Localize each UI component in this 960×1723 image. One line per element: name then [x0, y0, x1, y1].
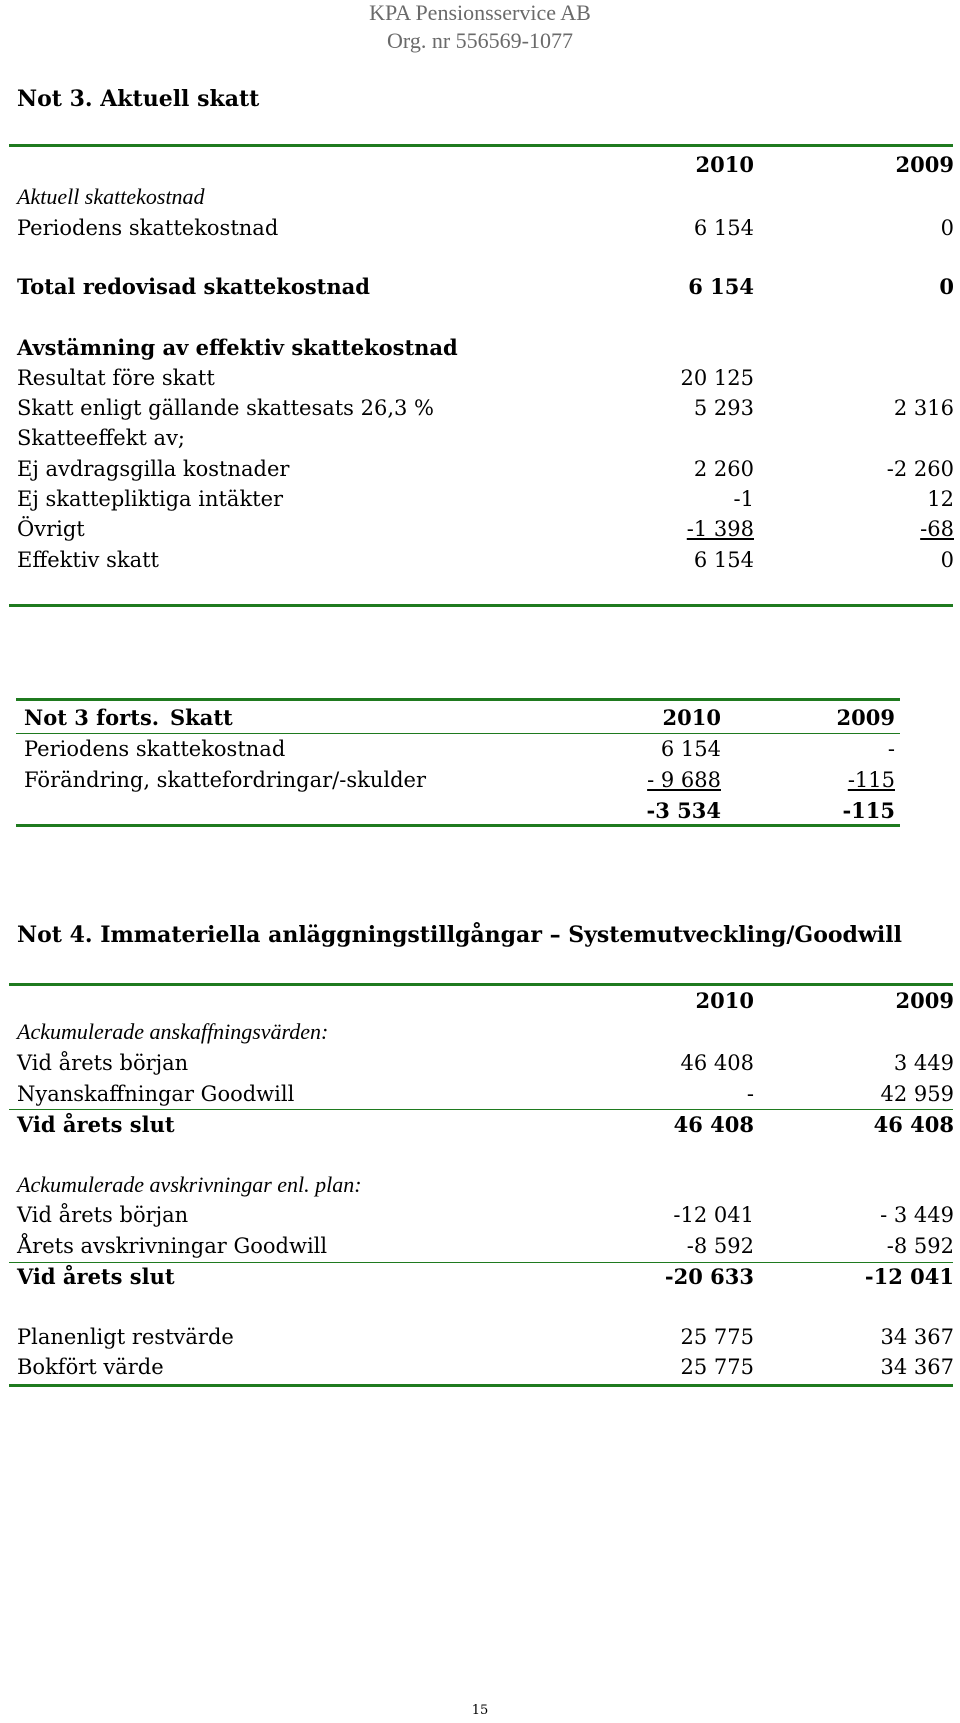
note3-row: [17, 393, 954, 423]
note3-bottom-rule: [9, 604, 953, 607]
row-value-previous: 46 408: [873, 1112, 954, 1137]
note3forts-top-rule: [16, 698, 900, 701]
row-value-current: 25 775: [680, 1355, 754, 1379]
row-value-current: 6 154: [660, 737, 721, 761]
note4-subtotal-rule-2: [9, 1262, 953, 1263]
note3forts-title: Not 3 forts.: [24, 705, 160, 730]
note3forts-row: [24, 796, 894, 826]
row-label: Planenligt restvärde: [17, 1325, 234, 1349]
page-number: 15: [471, 1703, 489, 1718]
row-label: Bokfört värde: [17, 1355, 164, 1379]
row-label: Ackumulerade avskrivningar enl. plan:: [17, 1172, 362, 1197]
note4-row: [17, 1200, 954, 1230]
note3-row: [17, 423, 947, 453]
row-value-previous: 3 449: [893, 1051, 954, 1075]
row-value-current: 25 775: [680, 1325, 754, 1349]
row-label: Nyanskaffningar Goodwill: [17, 1082, 295, 1106]
row-value-previous: 12: [927, 487, 954, 511]
row-value-previous: 0: [939, 274, 954, 299]
note3-top-rule: [9, 144, 953, 147]
row-value-previous: 42 959: [880, 1082, 954, 1106]
row-value-current: 6 154: [693, 548, 754, 572]
note4-row: [17, 1017, 947, 1047]
row-label: Vid årets början: [17, 1203, 189, 1227]
note3-row: [17, 363, 947, 393]
note3-row: [17, 182, 947, 212]
row-value-previous: -8 592: [886, 1234, 954, 1258]
note4-row: [17, 1352, 954, 1382]
note3-row: [17, 333, 947, 363]
row-value-previous: 2 316: [893, 396, 954, 420]
company-name: KPA Pensionsservice AB: [369, 0, 591, 25]
note3-col2: 2009: [895, 152, 954, 177]
row-value-current: 46 408: [680, 1051, 754, 1075]
org-number: Org. nr 556569-1077: [387, 28, 573, 53]
note4-row: [17, 1231, 954, 1261]
row-value-current: 20 125: [680, 366, 754, 390]
row-label: Aktuell skattekostnad: [17, 184, 205, 209]
note3forts-bottom-rule: [16, 824, 900, 827]
row-value-previous: 0: [940, 216, 954, 240]
note4-bottom-rule: [9, 1384, 953, 1387]
row-label: Vid årets slut: [17, 1264, 175, 1289]
row-value-current: -: [746, 1082, 754, 1106]
note3-col1: 2010: [695, 152, 754, 177]
row-value-current: 5 293: [693, 396, 754, 420]
row-value-previous: - 3 449: [880, 1203, 954, 1227]
row-value-current: - 9 688: [647, 768, 721, 792]
row-label: Ej avdragsgilla kostnader: [17, 457, 290, 481]
note3-row: [17, 484, 954, 514]
row-value-previous: -68: [920, 517, 954, 541]
row-value-previous: -12 041: [864, 1264, 954, 1289]
note4-row: [17, 1170, 947, 1200]
row-value-previous: 34 367: [880, 1325, 954, 1349]
note3forts-row: [24, 734, 894, 764]
note4-row: [17, 1079, 954, 1109]
note4-title: Not 4. Immateriella anläggningstillgångar – Systemutveckling/Goodwill: [17, 922, 902, 948]
note4-subtotal-rule-1: [9, 1109, 953, 1110]
note4-row: [17, 1262, 954, 1292]
row-value-current: -3 534: [646, 798, 721, 823]
row-label: Skatt enligt gällande skattesats 26,3 %: [17, 396, 435, 420]
row-label: Periodens skattekostnad: [24, 737, 286, 761]
row-label: Skatteeffekt av;: [17, 426, 186, 450]
row-label: Periodens skattekostnad: [17, 216, 279, 240]
row-label: Avstämning av effektiv skattekostnad: [17, 335, 458, 360]
note3forts-col1: 2010: [662, 705, 721, 730]
note3-col-header: [17, 150, 954, 180]
note3forts-header: [24, 703, 894, 733]
row-label: Ackumulerade anskaffningsvärden:: [17, 1019, 329, 1044]
note3-row: [17, 213, 954, 243]
row-label: Ej skattepliktiga intäkter: [17, 487, 284, 511]
row-label: Övrigt: [17, 517, 85, 541]
row-value-current: 6 154: [693, 216, 754, 240]
row-value-current: 2 260: [693, 457, 754, 481]
row-value-previous: 0: [940, 548, 954, 572]
row-value-previous: -115: [847, 768, 895, 792]
row-value-current: -1: [733, 487, 754, 511]
row-value-previous: 34 367: [880, 1355, 954, 1379]
row-value-current: -12 041: [673, 1203, 754, 1227]
note4-col-header: [17, 986, 954, 1016]
row-value-current: -20 633: [664, 1264, 754, 1289]
row-label: Vid årets början: [17, 1051, 189, 1075]
note4-col2: 2009: [895, 988, 954, 1013]
note3forts-col2: 2009: [836, 705, 895, 730]
row-value-current: -1 398: [686, 517, 754, 541]
row-label: Förändring, skattefordringar/-skulder: [24, 768, 426, 792]
row-value-previous: -: [887, 737, 895, 761]
note4-col1: 2010: [695, 988, 754, 1013]
row-label: Total redovisad skattekostnad: [17, 274, 370, 299]
note3-row: [17, 454, 954, 484]
note3-row: [17, 272, 954, 302]
row-label: Effektiv skatt: [17, 548, 159, 572]
row-value-current: 6 154: [688, 274, 754, 299]
note3-title: Not 3. Aktuell skatt: [17, 86, 260, 112]
note3forts-row: [24, 765, 894, 795]
note3forts-subtitle: Skatt: [170, 705, 233, 730]
note4-row: [17, 1322, 954, 1352]
row-label: Årets avskrivningar Goodwill: [17, 1234, 328, 1258]
row-label: Resultat före skatt: [17, 366, 215, 390]
note3-row: [17, 514, 954, 544]
row-label: Vid årets slut: [17, 1112, 175, 1137]
row-value-previous: -2 260: [886, 457, 954, 481]
row-value-current: 46 408: [673, 1112, 754, 1137]
note4-row: [17, 1048, 954, 1078]
note4-row: [17, 1110, 954, 1140]
row-value-previous: -115: [842, 798, 895, 823]
row-value-current: -8 592: [686, 1234, 754, 1258]
note3-row: [17, 545, 954, 575]
